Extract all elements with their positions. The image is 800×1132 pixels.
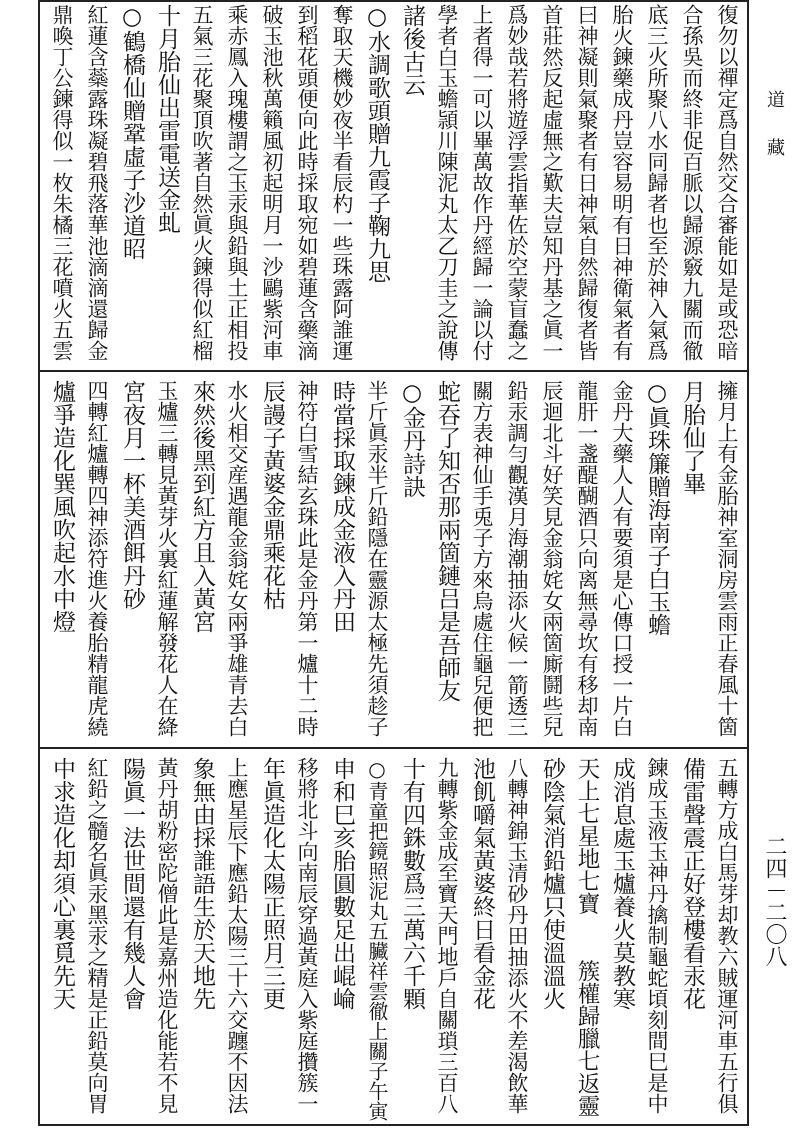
text-column: 水火相交産遇龍金翁姹女兩爭雄青去白 (225, 380, 249, 737)
block-divider-upper (40, 370, 747, 372)
text-column: 十有四銖數爲三萬六千顆 (399, 757, 425, 1010)
text-column: 到稻花頭便向此時採取宛如碧蓮含藥滴 (295, 4, 319, 361)
text-column: 備雷聲震正好登樓看汞花 (679, 757, 705, 1010)
text-column: 關方表神仙手兎子方來烏處住龜兒便把 (470, 380, 494, 737)
text-column: 擁月上有金胎神室洞房雲雨正春風十箇 (715, 380, 739, 737)
text-column: 時當採取鍊成金液入丹田 (329, 380, 355, 633)
text-column: 來然後黑到紅方且入黃宮 (189, 380, 215, 633)
text-column: 辰迴北斗好笑見金翁姹女兩箇廝鬪些兒 (540, 380, 564, 737)
text-column: 池飢嚼氣黃婆終日看金花 (469, 757, 495, 1010)
text-column: 八轉神錦玉清砂丹田抽添火不差渴飲華 (505, 757, 529, 1114)
collection-label: 道藏 (764, 90, 785, 186)
text-column: 月胎仙了畢 (679, 380, 705, 495)
text-column: 天上七星地七寶 簇權歸臘七返靈 (574, 757, 600, 1117)
text-column: 成消息處玉爐養火莫教寒 (609, 757, 635, 1010)
text-column: 鉛汞調勻觀漢月海潮抽添火候一箭透三 (505, 380, 529, 737)
text-column: ○鶴橋仙贈鞏虛子沙道昭 (119, 4, 145, 260)
text-column: 年眞造化太陽正照月三更 (259, 757, 285, 1010)
text-column: 辰謾子黃婆金鼎乘花枯 (259, 380, 285, 610)
text-column: ○青童把鏡照泥丸五臟祥雲徹上關子午寅 (365, 757, 389, 1121)
text-column: 紅蓮含蘂露珠凝碧飛落華池滴滴還歸金 (85, 4, 109, 361)
text-column: 玉爐三轉見黃芽火裏紅蓮解發花人在絳 (155, 380, 179, 737)
text-column: 奪取天機妙夜半看辰杓一些珠露阿誰運 (330, 4, 354, 361)
text-column: ○水調歌頭贈九霞子鞠九思 (364, 4, 390, 283)
text-column: 金丹大藥人人有要須是心傳口授一片白 (610, 380, 634, 737)
text-column: 底三火所聚八水同歸者也至於神入氣爲 (645, 4, 669, 361)
text-column: 象無由採誰語生於天地先 (189, 757, 215, 1010)
text-column: 胎火鍊藥成丹豈容易明有日神衛氣者有 (610, 4, 634, 361)
text-column: 五轉方成白馬芽却教六賊運河車五行俱 (715, 757, 739, 1114)
text-column: 諸後古云 (399, 4, 425, 96)
text-column: 爲妙哉若將遊浮雲指華佐於空蒙盲蠢之 (505, 4, 529, 361)
text-column: 復勿以禪定爲自然交合審能如是或恐暗 (715, 4, 739, 361)
text-column: 首莊然反起虛無之歎夫豈知丹基之眞一 (540, 4, 564, 361)
text-column: 移將北斗向南辰穿過黃庭入紫庭攢簇一 (295, 757, 319, 1114)
text-column: 上者得一可以畢萬故作丹經歸一論以付 (470, 4, 494, 361)
text-column: 中求造化却須心裏覓先天 (49, 757, 75, 1010)
text-column: ○眞珠簾贈海南子白玉蟾 (644, 380, 670, 636)
block-divider-lower (40, 747, 747, 749)
text-column: 爐爭造化巽風吹起水中燈 (49, 380, 75, 633)
text-column: 乘赤鳳入瑰樓謂之玉汞與鉛與土正相投 (225, 4, 249, 361)
text-column: 神符白雪結玄珠此是金丹第一爐十二時 (295, 380, 319, 737)
text-column: 砂陰氣消鉛爐只使溫溫火 (539, 757, 565, 1010)
text-column: 曰神凝則氣聚者有日神氣自然歸復者皆 (575, 4, 599, 361)
text-column: ○金丹詩訣 (399, 380, 425, 498)
text-column: 四轉紅爐轉四神添符進火養胎精龍虎繞 (85, 380, 109, 737)
text-column: 十月胎仙出雷電送金虬 (154, 4, 180, 234)
text-block-middle (44, 380, 744, 742)
text-block-bottom (44, 757, 744, 1121)
text-column: 蛇吞了知否那兩箇鏈吕是吾師友 (434, 380, 460, 702)
text-column: 鍊成玉液玉神丹擒制龜蛇頃刻間巳是中 (645, 757, 669, 1114)
text-column: 學者白玉蟾頴川陳泥丸太乙刀圭之說傳 (435, 4, 459, 361)
text-column: 上應星辰下應鉛太陽三十六交躔不因法 (225, 757, 249, 1114)
text-column: 五氣三花聚頂吹著自然眞火鍊得似紅榴 (190, 4, 214, 361)
text-column: 陽眞一法世間還有幾人會 (119, 757, 145, 1010)
text-column: 九轉紫金成至寶天門地戶自關瑣三百八 (435, 757, 459, 1114)
text-column: 申和巳亥胎圓數足出崐崘 (329, 757, 355, 1010)
text-column: 破玉池秋萬籟風初起明月一沙鷗紫河車 (260, 4, 284, 361)
text-block-top (44, 4, 744, 368)
text-column: 半斤眞汞半斤鉛隱在靈源太極先須趁子 (365, 380, 389, 737)
text-column: 龍肝一盞醍醐酒只向离無尋坎有移却南 (575, 380, 599, 737)
text-column: 黃丹胡粉密陀僧此是嘉州造化能若不見 (155, 757, 179, 1114)
page-number: 二四－二〇八 (762, 835, 787, 967)
text-column: 宮夜月一杯美酒餌丹砂 (119, 380, 145, 610)
text-column: 紅鉛之髓名眞汞黑汞之精是正鉛莫向胃 (85, 757, 109, 1114)
text-column: 鼎喚丁公鍊得似一枚朱橘三花噴火五雲 (50, 4, 74, 361)
text-column: 合孫吳而終非促百脈以歸源竅九關而徹 (680, 4, 704, 361)
